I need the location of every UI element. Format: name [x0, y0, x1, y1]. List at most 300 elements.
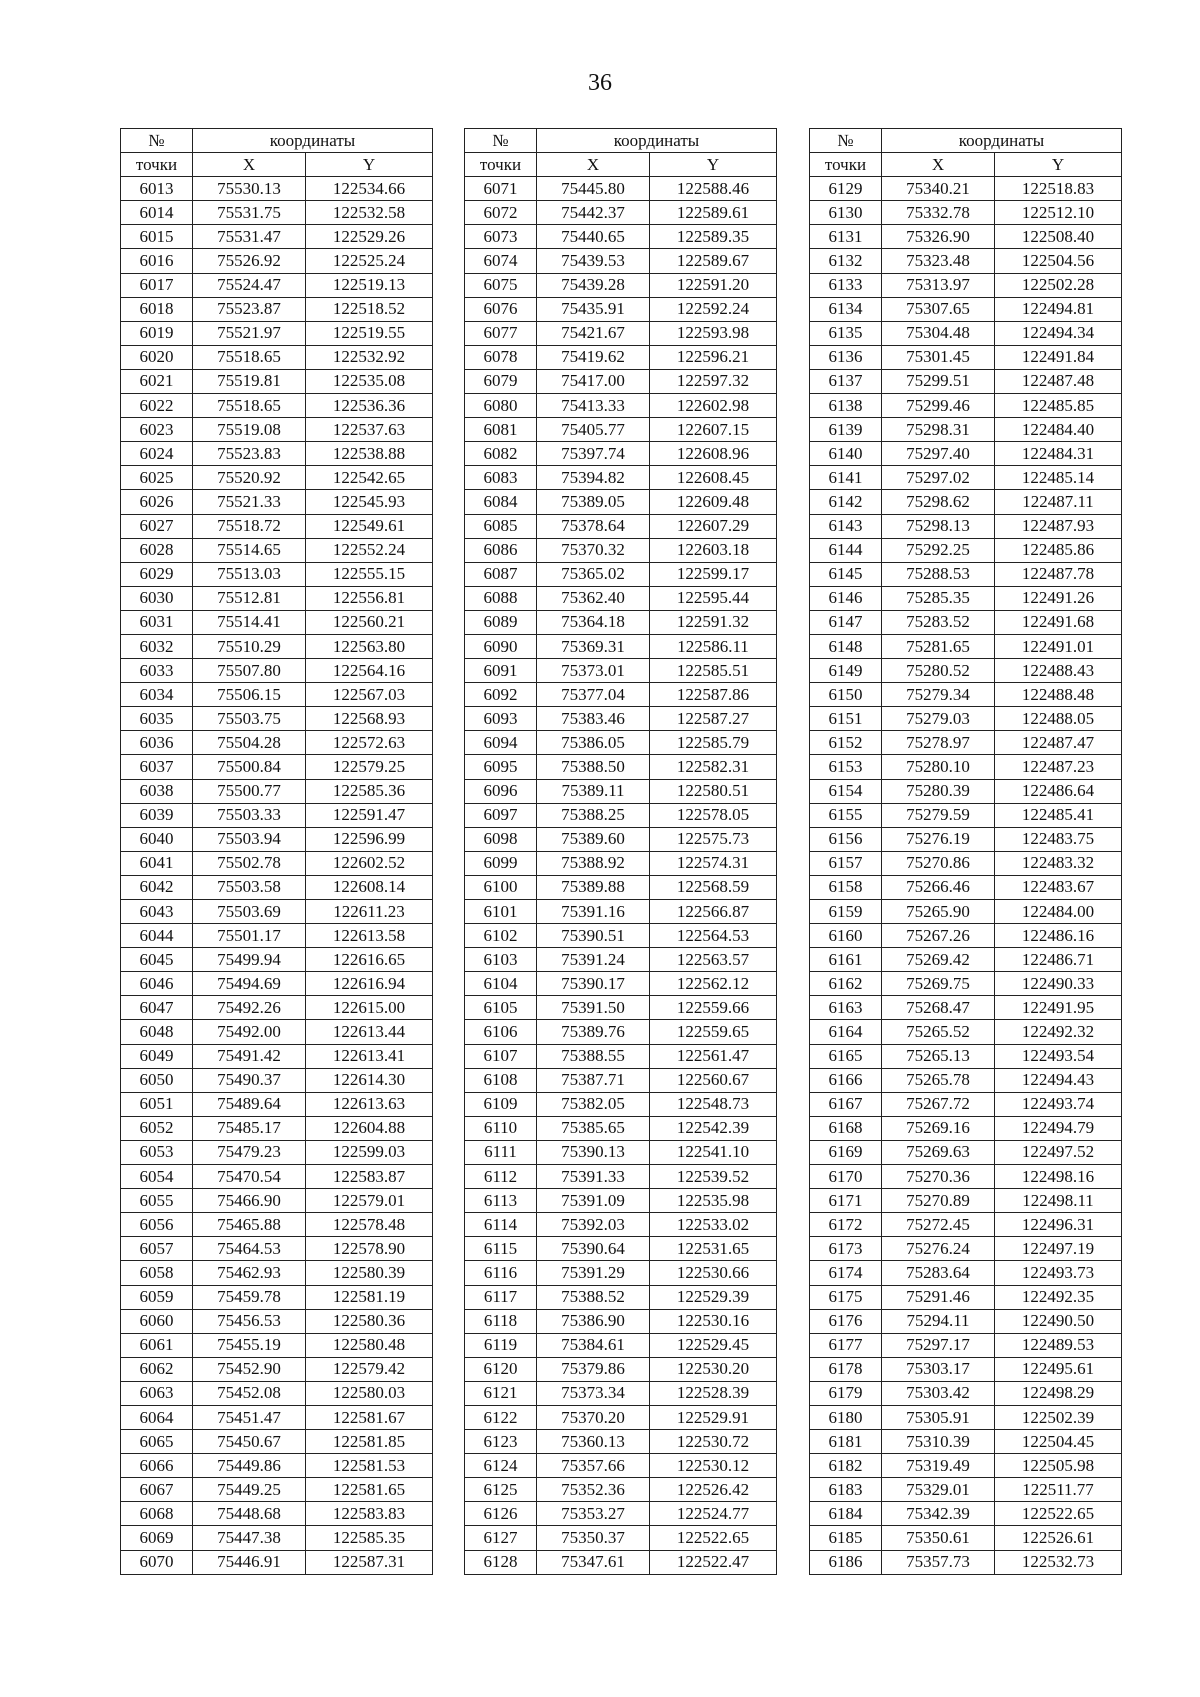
cell-x: 75388.50 — [537, 755, 650, 779]
cell-x: 75455.19 — [193, 1333, 306, 1357]
cell-point-number: 6037 — [121, 755, 193, 779]
cell-point-number: 6173 — [810, 1237, 882, 1261]
cell-x: 75373.34 — [537, 1381, 650, 1405]
cell-x: 75518.65 — [193, 345, 306, 369]
cell-x: 75514.41 — [193, 610, 306, 634]
cell-y: 122602.52 — [306, 851, 433, 875]
table-row — [810, 466, 1122, 490]
cell-x: 75388.55 — [537, 1044, 650, 1068]
cell-point-number: 6067 — [121, 1478, 193, 1502]
table-row — [121, 1502, 433, 1526]
cell-y: 122532.73 — [995, 1550, 1122, 1574]
cell-x: 75391.50 — [537, 996, 650, 1020]
table-body — [121, 177, 433, 1574]
table-row — [121, 996, 433, 1020]
cell-y: 122534.66 — [306, 177, 433, 201]
table-row — [465, 1189, 777, 1213]
cell-y: 122486.16 — [995, 924, 1122, 948]
cell-point-number: 6121 — [465, 1381, 537, 1405]
table-row — [121, 1068, 433, 1092]
table-row — [121, 538, 433, 562]
cell-x: 75464.53 — [193, 1237, 306, 1261]
cell-y: 122603.18 — [650, 538, 777, 562]
cell-point-number: 6097 — [465, 803, 537, 827]
cell-y: 122615.00 — [306, 996, 433, 1020]
table-row — [465, 538, 777, 562]
cell-point-number: 6104 — [465, 972, 537, 996]
cell-x: 75362.40 — [537, 586, 650, 610]
header-number-sign: № — [121, 129, 193, 153]
cell-point-number: 6092 — [465, 683, 537, 707]
cell-y: 122502.39 — [995, 1405, 1122, 1429]
cell-x: 75521.97 — [193, 321, 306, 345]
cell-point-number: 6063 — [121, 1381, 193, 1405]
table-row — [121, 1285, 433, 1309]
cell-x: 75531.75 — [193, 201, 306, 225]
cell-x: 75507.80 — [193, 659, 306, 683]
cell-x: 75303.17 — [882, 1357, 995, 1381]
cell-point-number: 6183 — [810, 1478, 882, 1502]
header-number-sign: № — [465, 129, 537, 153]
header-y: Y — [650, 153, 777, 177]
table-row — [810, 321, 1122, 345]
cell-x: 75269.75 — [882, 972, 995, 996]
cell-x: 75394.82 — [537, 466, 650, 490]
cell-point-number: 6058 — [121, 1261, 193, 1285]
table-row — [810, 369, 1122, 393]
cell-point-number: 6181 — [810, 1430, 882, 1454]
cell-point-number: 6169 — [810, 1140, 882, 1164]
table-row — [810, 1405, 1122, 1429]
cell-y: 122564.16 — [306, 659, 433, 683]
cell-x: 75466.90 — [193, 1189, 306, 1213]
cell-x: 75390.17 — [537, 972, 650, 996]
cell-point-number: 6035 — [121, 707, 193, 731]
cell-y: 122568.59 — [650, 875, 777, 899]
cell-x: 75280.52 — [882, 659, 995, 683]
cell-point-number: 6180 — [810, 1405, 882, 1429]
table-row — [810, 996, 1122, 1020]
cell-x: 75292.25 — [882, 538, 995, 562]
table-row — [121, 297, 433, 321]
cell-y: 122537.63 — [306, 418, 433, 442]
cell-point-number: 6101 — [465, 900, 537, 924]
table-row — [465, 779, 777, 803]
cell-x: 75390.51 — [537, 924, 650, 948]
cell-point-number: 6130 — [810, 201, 882, 225]
table-row — [810, 273, 1122, 297]
cell-point-number: 6029 — [121, 562, 193, 586]
table-body — [465, 177, 777, 1574]
cell-y: 122533.02 — [650, 1213, 777, 1237]
cell-point-number: 6172 — [810, 1213, 882, 1237]
cell-y: 122525.24 — [306, 249, 433, 273]
cell-x: 75512.81 — [193, 586, 306, 610]
cell-y: 122575.73 — [650, 827, 777, 851]
cell-y: 122609.48 — [650, 490, 777, 514]
cell-y: 122561.47 — [650, 1044, 777, 1068]
cell-x: 75280.10 — [882, 755, 995, 779]
table-row — [121, 1550, 433, 1574]
cell-point-number: 6141 — [810, 466, 882, 490]
cell-y: 122485.14 — [995, 466, 1122, 490]
cell-point-number: 6134 — [810, 297, 882, 321]
table-row — [465, 1044, 777, 1068]
table-row — [121, 972, 433, 996]
cell-x: 75485.17 — [193, 1116, 306, 1140]
table-row — [810, 779, 1122, 803]
table-row — [810, 1430, 1122, 1454]
table-row — [121, 418, 433, 442]
cell-y: 122519.55 — [306, 321, 433, 345]
cell-y: 122483.75 — [995, 827, 1122, 851]
table-row — [121, 827, 433, 851]
cell-point-number: 6045 — [121, 948, 193, 972]
cell-x: 75360.13 — [537, 1430, 650, 1454]
cell-x: 75388.25 — [537, 803, 650, 827]
cell-y: 122580.51 — [650, 779, 777, 803]
cell-x: 75389.76 — [537, 1020, 650, 1044]
cell-x: 75342.39 — [882, 1502, 995, 1526]
cell-point-number: 6160 — [810, 924, 882, 948]
cell-x: 75298.31 — [882, 418, 995, 442]
cell-y: 122589.61 — [650, 201, 777, 225]
cell-y: 122585.36 — [306, 779, 433, 803]
cell-point-number: 6026 — [121, 490, 193, 514]
cell-point-number: 6068 — [121, 1502, 193, 1526]
cell-y: 122585.79 — [650, 731, 777, 755]
cell-point-number: 6120 — [465, 1357, 537, 1381]
cell-x: 75530.13 — [193, 177, 306, 201]
cell-y: 122552.24 — [306, 538, 433, 562]
cell-x: 75357.66 — [537, 1454, 650, 1478]
cell-point-number: 6096 — [465, 779, 537, 803]
table-row — [810, 418, 1122, 442]
cell-x: 75382.05 — [537, 1092, 650, 1116]
cell-x: 75272.45 — [882, 1213, 995, 1237]
cell-x: 75370.32 — [537, 538, 650, 562]
table-row — [121, 1309, 433, 1333]
cell-y: 122542.65 — [306, 466, 433, 490]
cell-x: 75470.54 — [193, 1165, 306, 1189]
table-row — [810, 1454, 1122, 1478]
table-row — [465, 707, 777, 731]
cell-y: 122497.19 — [995, 1237, 1122, 1261]
cell-point-number: 6013 — [121, 177, 193, 201]
cell-point-number: 6095 — [465, 755, 537, 779]
table-row — [121, 177, 433, 201]
cell-y: 122531.65 — [650, 1237, 777, 1261]
cell-point-number: 6028 — [121, 538, 193, 562]
cell-y: 122530.16 — [650, 1309, 777, 1333]
cell-x: 75531.47 — [193, 225, 306, 249]
cell-point-number: 6087 — [465, 562, 537, 586]
table-row — [810, 1068, 1122, 1092]
table-row — [810, 1285, 1122, 1309]
table-row — [810, 659, 1122, 683]
table-row — [465, 659, 777, 683]
cell-point-number: 6151 — [810, 707, 882, 731]
cell-x: 75269.16 — [882, 1116, 995, 1140]
cell-x: 75379.86 — [537, 1357, 650, 1381]
cell-x: 75452.08 — [193, 1381, 306, 1405]
cell-y: 122593.98 — [650, 321, 777, 345]
cell-x: 75288.53 — [882, 562, 995, 586]
cell-y: 122595.44 — [650, 586, 777, 610]
cell-y: 122566.87 — [650, 900, 777, 924]
table-row — [121, 851, 433, 875]
cell-x: 75503.58 — [193, 875, 306, 899]
table-row — [121, 1092, 433, 1116]
cell-point-number: 6019 — [121, 321, 193, 345]
cell-y: 122530.20 — [650, 1357, 777, 1381]
cell-x: 75506.15 — [193, 683, 306, 707]
cell-point-number: 6148 — [810, 634, 882, 658]
cell-point-number: 6073 — [465, 225, 537, 249]
table-row — [810, 225, 1122, 249]
cell-x: 75391.09 — [537, 1189, 650, 1213]
cell-point-number: 6048 — [121, 1020, 193, 1044]
cell-x: 75492.26 — [193, 996, 306, 1020]
cell-y: 122483.67 — [995, 875, 1122, 899]
cell-point-number: 6034 — [121, 683, 193, 707]
cell-x: 75519.08 — [193, 418, 306, 442]
table-row — [121, 273, 433, 297]
cell-point-number: 6055 — [121, 1189, 193, 1213]
cell-point-number: 6075 — [465, 273, 537, 297]
cell-x: 75524.47 — [193, 273, 306, 297]
cell-point-number: 6053 — [121, 1140, 193, 1164]
cell-y: 122604.88 — [306, 1116, 433, 1140]
cell-y: 122532.58 — [306, 201, 433, 225]
cell-point-number: 6099 — [465, 851, 537, 875]
cell-point-number: 6177 — [810, 1333, 882, 1357]
table-row — [465, 803, 777, 827]
cell-y: 122581.67 — [306, 1405, 433, 1429]
cell-point-number: 6085 — [465, 514, 537, 538]
cell-y: 122580.39 — [306, 1261, 433, 1285]
cell-x: 75413.33 — [537, 394, 650, 418]
cell-y: 122607.29 — [650, 514, 777, 538]
cell-y: 122559.66 — [650, 996, 777, 1020]
table-row — [465, 1550, 777, 1574]
table-row — [810, 610, 1122, 634]
cell-point-number: 6113 — [465, 1189, 537, 1213]
cell-point-number: 6167 — [810, 1092, 882, 1116]
cell-x: 75448.68 — [193, 1502, 306, 1526]
cell-point-number: 6056 — [121, 1213, 193, 1237]
cell-x: 75465.88 — [193, 1213, 306, 1237]
table-row — [810, 1140, 1122, 1164]
table-row — [810, 948, 1122, 972]
table-row — [121, 345, 433, 369]
cell-y: 122580.48 — [306, 1333, 433, 1357]
cell-point-number: 6147 — [810, 610, 882, 634]
cell-point-number: 6074 — [465, 249, 537, 273]
cell-y: 122487.23 — [995, 755, 1122, 779]
table-row — [810, 1092, 1122, 1116]
cell-x: 75502.78 — [193, 851, 306, 875]
table-row — [121, 442, 433, 466]
table-row — [121, 1405, 433, 1429]
cell-point-number: 6166 — [810, 1068, 882, 1092]
cell-y: 122541.10 — [650, 1140, 777, 1164]
cell-point-number: 6175 — [810, 1285, 882, 1309]
cell-x: 75388.52 — [537, 1285, 650, 1309]
cell-point-number: 6098 — [465, 827, 537, 851]
table-row — [810, 249, 1122, 273]
cell-point-number: 6043 — [121, 900, 193, 924]
cell-x: 75389.05 — [537, 490, 650, 514]
cell-y: 122487.78 — [995, 562, 1122, 586]
cell-y: 122530.12 — [650, 1454, 777, 1478]
cell-x: 75445.80 — [537, 177, 650, 201]
cell-point-number: 6135 — [810, 321, 882, 345]
cell-x: 75503.75 — [193, 707, 306, 731]
cell-y: 122589.67 — [650, 249, 777, 273]
cell-point-number: 6112 — [465, 1165, 537, 1189]
table-row — [121, 1454, 433, 1478]
cell-point-number: 6088 — [465, 586, 537, 610]
cell-x: 75279.34 — [882, 683, 995, 707]
table-row — [465, 1478, 777, 1502]
cell-point-number: 6038 — [121, 779, 193, 803]
table-row — [810, 827, 1122, 851]
cell-y: 122498.11 — [995, 1189, 1122, 1213]
table-row — [121, 586, 433, 610]
table-row — [465, 562, 777, 586]
cell-point-number: 6161 — [810, 948, 882, 972]
cell-y: 122492.35 — [995, 1285, 1122, 1309]
cell-x: 75440.65 — [537, 225, 650, 249]
cell-x: 75439.28 — [537, 273, 650, 297]
cell-x: 75350.37 — [537, 1526, 650, 1550]
cell-point-number: 6071 — [465, 177, 537, 201]
cell-y: 122614.30 — [306, 1068, 433, 1092]
cell-y: 122611.23 — [306, 900, 433, 924]
cell-point-number: 6022 — [121, 394, 193, 418]
cell-x: 75276.19 — [882, 827, 995, 851]
cell-y: 122613.44 — [306, 1020, 433, 1044]
cell-x: 75397.74 — [537, 442, 650, 466]
cell-y: 122583.83 — [306, 1502, 433, 1526]
cell-x: 75294.11 — [882, 1309, 995, 1333]
cell-x: 75523.87 — [193, 297, 306, 321]
table-row — [810, 683, 1122, 707]
cell-x: 75373.01 — [537, 659, 650, 683]
table-row — [465, 1430, 777, 1454]
cell-y: 122564.53 — [650, 924, 777, 948]
cell-y: 122495.61 — [995, 1357, 1122, 1381]
cell-point-number: 6015 — [121, 225, 193, 249]
table-row — [465, 1092, 777, 1116]
table-row — [810, 803, 1122, 827]
cell-point-number: 6049 — [121, 1044, 193, 1068]
cell-y: 122487.48 — [995, 369, 1122, 393]
cell-x: 75439.53 — [537, 249, 650, 273]
cell-x: 75281.65 — [882, 634, 995, 658]
cell-point-number: 6057 — [121, 1237, 193, 1261]
cell-point-number: 6144 — [810, 538, 882, 562]
cell-y: 122491.01 — [995, 634, 1122, 658]
header-point-label: точки — [465, 153, 537, 177]
cell-y: 122488.05 — [995, 707, 1122, 731]
table-row — [810, 1020, 1122, 1044]
table-row — [810, 442, 1122, 466]
cell-y: 122522.47 — [650, 1550, 777, 1574]
cell-x: 75269.42 — [882, 948, 995, 972]
cell-point-number: 6089 — [465, 610, 537, 634]
cell-point-number: 6157 — [810, 851, 882, 875]
cell-point-number: 6129 — [810, 177, 882, 201]
table-row — [810, 1116, 1122, 1140]
cell-point-number: 6128 — [465, 1550, 537, 1574]
cell-y: 122508.40 — [995, 225, 1122, 249]
table-row — [121, 225, 433, 249]
cell-y: 122585.35 — [306, 1526, 433, 1550]
cell-x: 75389.88 — [537, 875, 650, 899]
cell-x: 75377.04 — [537, 683, 650, 707]
table-row — [465, 1502, 777, 1526]
cell-y: 122487.11 — [995, 490, 1122, 514]
cell-y: 122582.31 — [650, 755, 777, 779]
cell-y: 122484.31 — [995, 442, 1122, 466]
table-row — [810, 707, 1122, 731]
table-row — [465, 900, 777, 924]
header-y: Y — [306, 153, 433, 177]
cell-point-number: 6023 — [121, 418, 193, 442]
cell-x: 75265.13 — [882, 1044, 995, 1068]
cell-y: 122498.29 — [995, 1381, 1122, 1405]
cell-point-number: 6174 — [810, 1261, 882, 1285]
cell-y: 122526.42 — [650, 1478, 777, 1502]
cell-point-number: 6060 — [121, 1309, 193, 1333]
cell-point-number: 6094 — [465, 731, 537, 755]
cell-y: 122494.81 — [995, 297, 1122, 321]
table-row — [465, 418, 777, 442]
table-row — [465, 683, 777, 707]
cell-point-number: 6132 — [810, 249, 882, 273]
cell-y: 122518.52 — [306, 297, 433, 321]
cell-x: 75270.86 — [882, 851, 995, 875]
cell-y: 122580.36 — [306, 1309, 433, 1333]
cell-y: 122535.08 — [306, 369, 433, 393]
cell-x: 75518.65 — [193, 394, 306, 418]
cell-y: 122488.43 — [995, 659, 1122, 683]
cell-x: 75383.46 — [537, 707, 650, 731]
cell-x: 75370.20 — [537, 1405, 650, 1429]
table-row — [121, 1213, 433, 1237]
table-row — [121, 707, 433, 731]
table-row — [810, 514, 1122, 538]
cell-point-number: 6061 — [121, 1333, 193, 1357]
table-row — [810, 972, 1122, 996]
table-row — [810, 394, 1122, 418]
cell-point-number: 6136 — [810, 345, 882, 369]
cell-x: 75390.64 — [537, 1237, 650, 1261]
cell-y: 122586.11 — [650, 634, 777, 658]
cell-x: 75526.92 — [193, 249, 306, 273]
cell-y: 122529.45 — [650, 1333, 777, 1357]
cell-y: 122560.21 — [306, 610, 433, 634]
cell-point-number: 6119 — [465, 1333, 537, 1357]
cell-x: 75307.65 — [882, 297, 995, 321]
table-row — [810, 1381, 1122, 1405]
cell-y: 122563.57 — [650, 948, 777, 972]
table-row — [121, 755, 433, 779]
table-row — [465, 225, 777, 249]
cell-x: 75269.63 — [882, 1140, 995, 1164]
